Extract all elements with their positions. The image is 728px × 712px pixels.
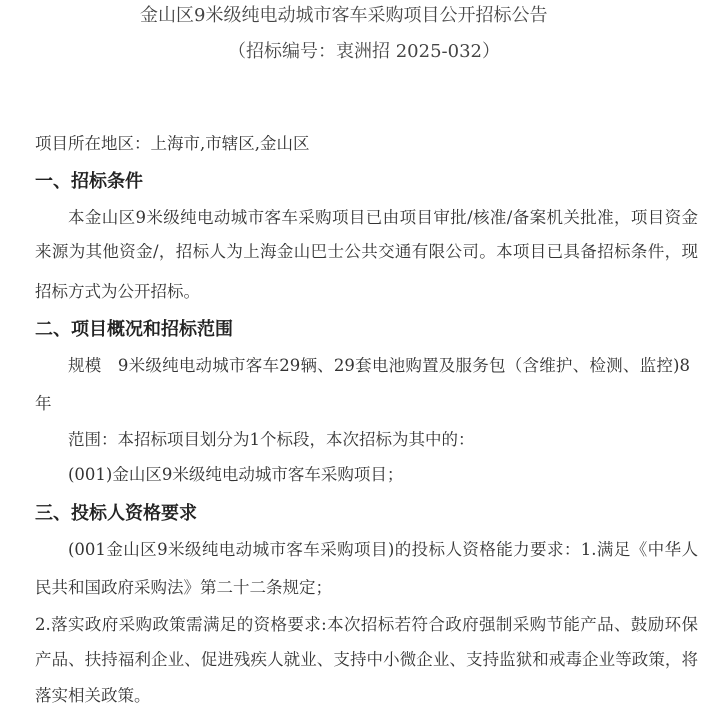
paragraph-line: 规模 9米级纯电动城市客车29辆、29套电池购置及服务包（含维护、检测、监控)8 <box>68 356 690 375</box>
paragraph-line: 本金山区9米级纯电动城市客车采购项目已由项目审批/核准/备案机关批准，项目资金 <box>68 208 698 227</box>
paragraph-line: (001金山区9米级纯电动城市客车采购项目)的投标人资格能力要求：1.满足《中华人 <box>68 540 698 559</box>
section-heading: 二、项目概况和招标范围 <box>35 319 233 340</box>
paragraph-line: 民共和国政府采购法》第二十二条规定； <box>35 578 332 597</box>
tender-code: （招标编号：衷洲招 2025-032） <box>228 41 500 62</box>
project-location: 项目所在地区：上海市,市辖区,金山区 <box>35 134 310 153</box>
paragraph-line: 来源为其他资金/，招标人为上海金山巴士公共交通有限公司。本项目已具备招标条件，现 <box>35 242 698 261</box>
paragraph-line: 范围：本招标项目划分为1个标段，本次招标为其中的： <box>68 430 475 449</box>
paragraph-line: 落实相关政策。 <box>35 686 151 705</box>
paragraph-line: (001)金山区9米级纯电动城市客车采购项目； <box>68 465 404 484</box>
section-heading: 一、招标条件 <box>35 171 143 192</box>
document-title: 金山区9米级纯电动城市客车采购项目公开招标公告 <box>140 5 548 26</box>
paragraph-line: 招标方式为公开招标。 <box>35 282 200 301</box>
paragraph-line: 2.落实政府采购政策需满足的资格要求:本次招标若符合政府强制采购节能产品、鼓励环保 <box>35 615 698 634</box>
paragraph-line: 年 <box>35 394 52 413</box>
paragraph-line: 产品、扶持福利企业、促进残疾人就业、支持中小微企业、支持监狱和戒毒企业等政策，将 <box>35 650 698 669</box>
section-heading: 三、投标人资格要求 <box>35 503 197 524</box>
